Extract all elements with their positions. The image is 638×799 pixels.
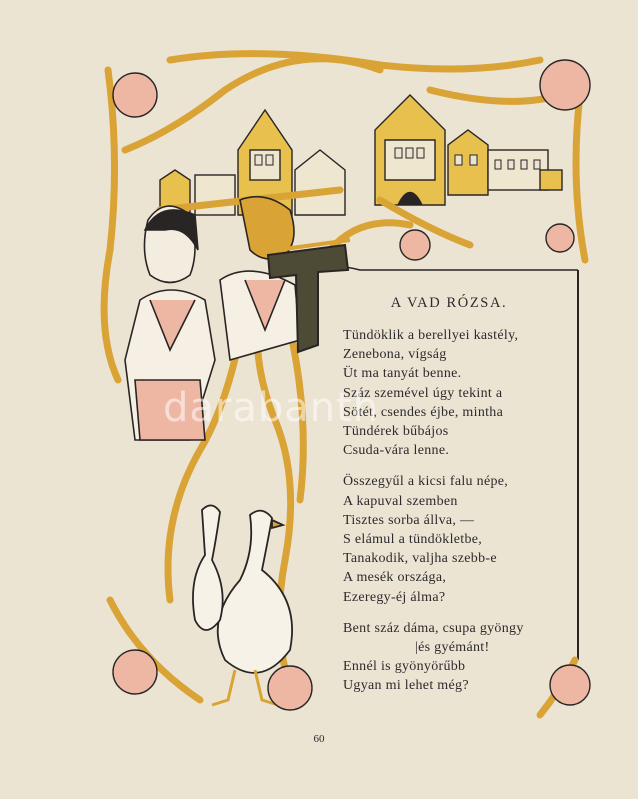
boy-figure — [220, 197, 300, 360]
poem-line: Ennél is gyönyörűbb — [343, 659, 466, 675]
poem-line: |és gyémánt! — [415, 640, 490, 656]
poem-line: A mesék országa, — [343, 570, 447, 586]
stanza-2 — [343, 472, 573, 606]
castle-icon — [160, 95, 562, 215]
poem-line: Csuda-vára lenne. — [343, 443, 450, 459]
poem-block — [343, 295, 573, 708]
stanza-3 — [343, 619, 573, 696]
poem-line: S elámul a tündökletbe, — [343, 532, 483, 548]
poem-line: Sötét, csendes éjbe, mintha — [343, 404, 504, 420]
poem-line: Tisztes sorba állva, — — [343, 512, 475, 528]
poem-title: A VAD RÓZSA. — [390, 295, 508, 311]
poem-line: Bent száz dáma, csupa gyöngy — [343, 620, 524, 636]
poem-line: Tündérek bűbájos — [343, 424, 449, 440]
poem-line: Száz szemével úgy tekint a — [343, 385, 503, 401]
poem-line: Tanakodik, valjha szebb-e — [343, 551, 497, 567]
poem-line: Ezeregy-éj álma? — [343, 589, 446, 605]
poem-line: Tündöklik a berellyei kastély, — [343, 328, 519, 343]
poem-line: Ugyan mi lehet még? — [343, 678, 469, 694]
page-number: 60 — [313, 733, 325, 745]
poem-line: A kapuval szemben — [343, 493, 458, 509]
poem-line: Üt ma tanyát benne. — [343, 366, 462, 382]
poem-line: Zenebona, vígság — [343, 347, 447, 363]
poem-line: Összegyűl a kicsi falu népe, — [343, 474, 509, 490]
watermark: darabanth — [163, 385, 380, 431]
